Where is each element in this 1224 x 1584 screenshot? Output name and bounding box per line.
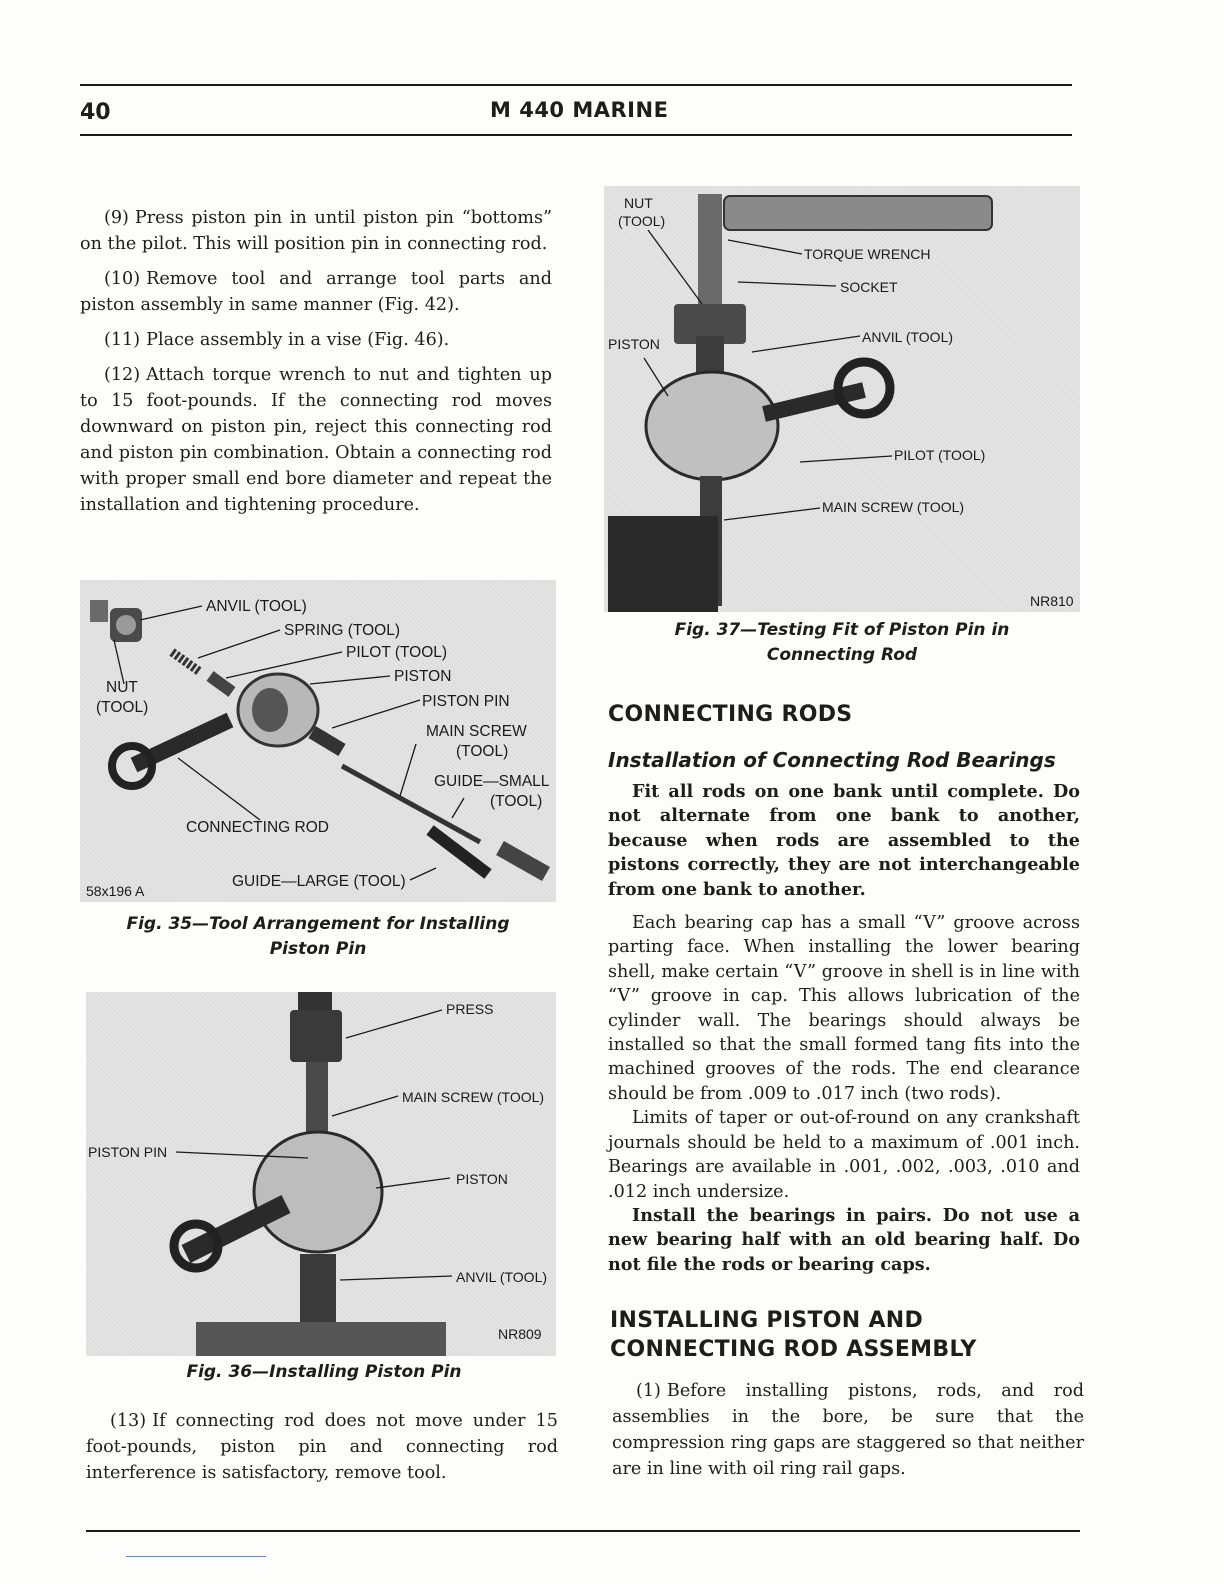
step-text: Remove tool and arrange tool parts and piston assembly in same manner (Fig. 42). bbox=[80, 269, 552, 315]
step-text: Place assembly in a vise (Fig. 46). bbox=[146, 330, 450, 350]
fig35-label-main-screw-tool: (TOOL) bbox=[456, 743, 509, 760]
fig37-photo bbox=[604, 186, 1080, 612]
spring-part bbox=[172, 652, 200, 672]
fig35-label-anvil: ANVIL (TOOL) bbox=[206, 598, 307, 615]
fig35-label-piston: PISTON bbox=[394, 668, 452, 685]
step-9 bbox=[80, 205, 552, 257]
anvil-face bbox=[116, 615, 136, 635]
right-column-text bbox=[608, 780, 1080, 1277]
header-rule bbox=[80, 134, 1072, 136]
step-text: Press piston pin in until piston pin “bottoms” on the pilot. This will position pin in connecting rod. bbox=[80, 208, 552, 254]
fig35-label-guide-small-tool: (TOOL) bbox=[490, 793, 543, 810]
guide-small-part bbox=[500, 848, 546, 874]
fig36-illustration bbox=[86, 992, 556, 1356]
footer-rule bbox=[86, 1530, 1080, 1532]
nut-part bbox=[698, 194, 722, 314]
fig36-label-press: PRESS bbox=[446, 1001, 494, 1017]
page-header-title: M 440 MARINE bbox=[490, 98, 669, 122]
fig37-caption-line2: Connecting Rod bbox=[766, 645, 918, 665]
fig37-caption bbox=[604, 618, 1080, 668]
bearings-para-v-groove: Each bearing cap has a small “V” groove across parting face. When installing the lower bearing shell, make certain “V” groove in shell is in line with “V” groove in cap. This allows lubrication of the cylinder wall. The bearings should always be installed so that the small formed tang fits into the machined grooves of the rods. The end clearance should be from .009 to .017 inch (two rods). bbox=[608, 913, 1080, 1104]
press-ram bbox=[298, 992, 332, 1012]
section-title-line2: CONNECTING ROD ASSEMBLY bbox=[610, 1337, 977, 1362]
fig37-label-socket: SOCKET bbox=[840, 279, 898, 295]
fig37-caption-line1: Fig. 37—Testing Fit of Piston Pin in bbox=[674, 620, 1010, 640]
pilot-part bbox=[210, 676, 232, 692]
fig37-label-anvil: ANVIL (TOOL) bbox=[862, 329, 954, 345]
fig37-label-torque-wrench: TORQUE WRENCH bbox=[804, 246, 931, 262]
step-number: (9) bbox=[104, 208, 129, 228]
step-13 bbox=[86, 1408, 558, 1486]
step-text: Attach torque wrench to nut and tighten up to 15 foot-pounds. If the connecting rod moves downward on piston pin, reject this connecting rod and piston pin combination. Obtain a connecting rod with proper small end bore diameter and repeat the installation and tightening procedure. bbox=[80, 365, 552, 515]
fig35-label-piston-pin: PISTON PIN bbox=[422, 693, 510, 710]
fig35-caption bbox=[80, 912, 556, 962]
fig37-code: NR810 bbox=[1030, 593, 1074, 609]
fig36-label-piston-pin: PISTON PIN bbox=[88, 1144, 168, 1160]
section-title-installing bbox=[610, 1306, 977, 1364]
fig35-label-spring: SPRING (TOOL) bbox=[284, 622, 400, 639]
piston-pin-part bbox=[312, 732, 342, 750]
subsection-title-bearings: Installation of Connecting Rod Bearings bbox=[608, 748, 1056, 772]
step-12 bbox=[80, 362, 552, 518]
piston-part bbox=[254, 1132, 382, 1252]
press-part bbox=[290, 1010, 342, 1062]
fig35-code: 58x196 A bbox=[86, 883, 145, 899]
fig35-label-pilot: PILOT (TOOL) bbox=[346, 644, 448, 661]
fig35-caption-line2: Piston Pin bbox=[269, 939, 367, 959]
vise-part bbox=[608, 516, 718, 612]
fig35-label-nut-tool: (TOOL) bbox=[96, 699, 149, 716]
fig37-label-piston: PISTON bbox=[608, 336, 660, 352]
fig36-label-main-screw: MAIN SCREW (TOOL) bbox=[402, 1089, 545, 1105]
step-number: (10) bbox=[104, 269, 141, 289]
step-number: (11) bbox=[104, 330, 141, 350]
fig35-label-connecting-rod: CONNECTING ROD bbox=[186, 819, 329, 836]
bearings-para-pairs: Install the bearings in pairs. Do not use a new bearing half with an old bearing half. Do not file the rods or bearing caps. bbox=[608, 1204, 1080, 1275]
footer-link-underline bbox=[126, 1556, 266, 1557]
install-step-1 bbox=[612, 1378, 1084, 1482]
section-title-connecting-rods: CONNECTING RODS bbox=[608, 702, 853, 727]
fig35-label-main-screw: MAIN SCREW bbox=[426, 723, 527, 740]
nut-part bbox=[90, 600, 108, 622]
section-title-line1: INSTALLING PISTON AND bbox=[610, 1308, 924, 1333]
fig37-illustration bbox=[604, 186, 1080, 612]
page-number: 40 bbox=[80, 100, 111, 125]
fig37-label-pilot: PILOT (TOOL) bbox=[894, 447, 986, 463]
left-column-text-bottom bbox=[86, 1408, 558, 1495]
fig35-label-nut: NUT bbox=[106, 679, 138, 696]
step-text: Before installing pistons, rods, and rod assemblies in the bore, be sure that the compression ring gaps are staggered so that neither are in line with oil ring rail gaps. bbox=[612, 1381, 1084, 1479]
fig36-photo bbox=[86, 992, 556, 1356]
bearings-para-limits: Limits of taper or out-of-round on any crankshaft journals should be held to a maximum of .001 inch. Bearings are available in .001, .002, .003, .010 and .012 inch undersize. bbox=[608, 1108, 1080, 1202]
step-text: If connecting rod does not move under 15 foot-pounds, piston pin and connecting rod interference is satisfactory, remove tool. bbox=[86, 1411, 558, 1483]
fig35-label-guide-large: GUIDE—LARGE (TOOL) bbox=[232, 873, 406, 890]
step-number: (13) bbox=[110, 1411, 147, 1431]
fig35-label-guide-small: GUIDE—SMALL bbox=[434, 773, 550, 790]
right-column-text-bottom bbox=[612, 1378, 1084, 1491]
left-column-text bbox=[80, 205, 552, 527]
fig37-label-main-screw: MAIN SCREW (TOOL) bbox=[822, 499, 965, 515]
bearings-para-bold: Fit all rods on one bank until complete. Do not alternate from one bank to another, because when rods are assembled to the pistons correctly, they are not interchangeable from one bank to another. bbox=[608, 781, 1080, 900]
piston-bore bbox=[252, 688, 288, 732]
fig36-caption-line: Fig. 36—Installing Piston Pin bbox=[186, 1362, 462, 1382]
fig35-illustration bbox=[80, 580, 556, 902]
fig36-caption bbox=[86, 1360, 562, 1385]
step-number: (1) bbox=[636, 1381, 661, 1401]
guide-large-part bbox=[430, 830, 488, 874]
fig37-label-nut: NUT bbox=[624, 195, 653, 211]
fig36-label-anvil: ANVIL (TOOL) bbox=[456, 1269, 548, 1285]
piston-part bbox=[646, 372, 778, 480]
top-rule bbox=[80, 84, 1072, 86]
step-10 bbox=[80, 266, 552, 318]
step-number: (12) bbox=[104, 365, 141, 385]
fig36-label-piston: PISTON bbox=[456, 1171, 508, 1187]
fig35-photo bbox=[80, 580, 556, 902]
torque-wrench-part bbox=[724, 196, 992, 230]
fig37-leader-lines bbox=[644, 230, 892, 520]
fig37-label-nut-tool: (TOOL) bbox=[618, 213, 666, 229]
fig36-code: NR809 bbox=[498, 1326, 542, 1342]
press-base bbox=[196, 1322, 446, 1356]
fig35-caption-line1: Fig. 35—Tool Arrangement for Installing bbox=[126, 914, 510, 934]
step-11 bbox=[80, 327, 552, 353]
